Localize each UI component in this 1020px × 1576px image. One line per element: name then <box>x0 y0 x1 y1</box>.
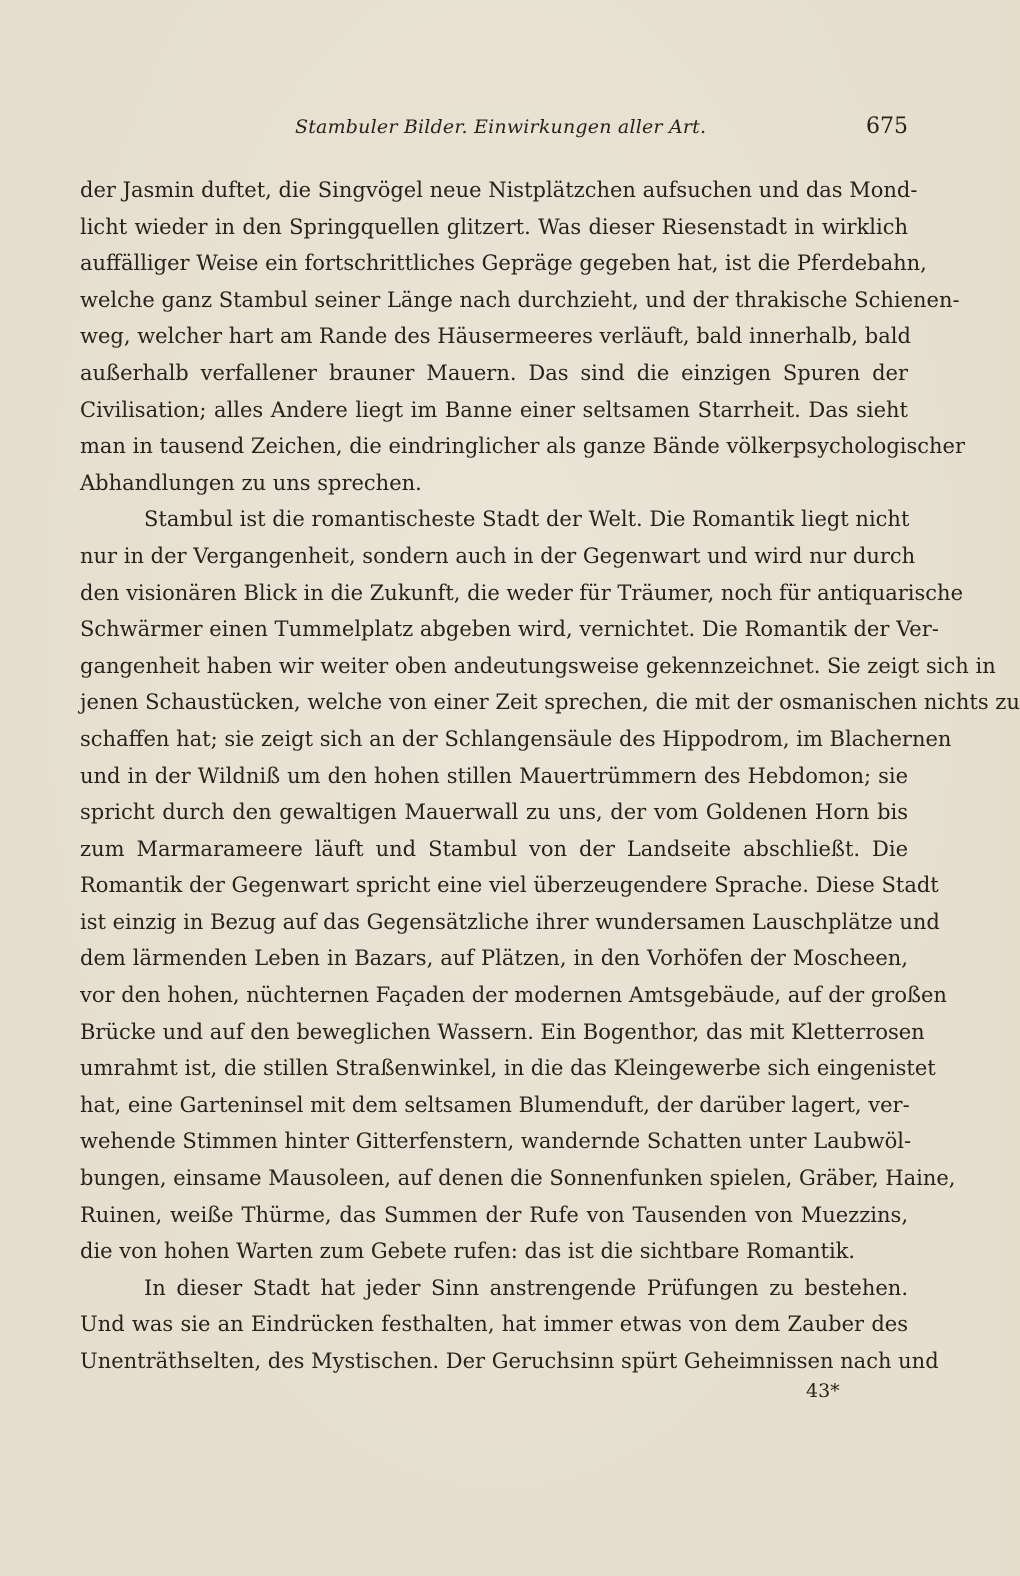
text-line: Unenträthselten, des Mystischen. Der Geruchsinn spürt Geheimnissen nach und <box>80 1349 939 1373</box>
text-line: bungen, einsame Mausoleen, auf denen die Sonnenfunken spielen, Gräber, Haine, <box>80 1166 956 1191</box>
text-line: ist einzig in Bezug auf das Gegensätzliche ihrer wundersamen Lauschplätze und <box>80 909 940 934</box>
text-line: jenen Schaustücken, welche von einer Zeit sprechen, die mit der osmanischen nichts zu <box>80 690 1020 715</box>
text-line: umrahmt ist, die stillen Straßenwinkel, in die das Kleingewerbe sich eingenistet <box>80 1056 936 1081</box>
text-line: auffälliger Weise ein fortschrittliches Gepräge gegeben hat, ist die Pferdebahn, <box>80 251 927 276</box>
signature-mark: 43* <box>806 1380 840 1402</box>
text-line: man in tausend Zeichen, die eindringlicher als ganze Bände völkerpsychologischer <box>80 434 966 459</box>
text-line: wehende Stimmen hinter Gitterfenstern, wandernde Schatten unter Laubwöl- <box>80 1129 912 1154</box>
text-line: hat, eine Garteninsel mit dem seltsamen Blumenduft, der darüber lagert, ver- <box>80 1092 910 1117</box>
text-line: den visionären Blick in die Zukunft, die weder für Träumer, noch für antiquarische <box>80 580 964 605</box>
text-line: Romantik der Gegenwart spricht eine viel überzeugendere Sprache. Diese Stadt <box>80 873 939 898</box>
text-line: die von hohen Warten zum Gebete rufen: das ist die sichtbare Romantik. <box>80 1239 856 1264</box>
text-line: nur in der Vergangenheit, sondern auch in der Gegenwart und wird nur durch <box>80 543 916 568</box>
text-line: zum Marmarameere läuft und Stambul von der Landseite abschließt. Die <box>80 836 908 861</box>
text-line: außerhalb verfallener brauner Mauern. Das sind die einzigen Spuren der <box>80 360 908 385</box>
text-line: Ruinen, weiße Thürme, das Summen der Rufe von Tausenden von Muezzins, <box>80 1202 908 1227</box>
running-head: Stambuler Bilder. Einwirkungen aller Art. <box>295 116 707 138</box>
text-line: welche ganz Stambul seiner Länge nach durchzieht, und der thrakische Schienen- <box>80 287 960 312</box>
text-line: und in der Wildniß um den hohen stillen Mauertrümmern des Hebdomon; sie <box>80 763 908 788</box>
text-line: Civilisation; alles Andere liegt im Banne einer seltsamen Starrheit. Das sieht <box>80 397 908 422</box>
text-line: der Jasmin duftet, die Singvögel neue Nistplätzchen aufsuchen und das Mond- <box>80 178 918 202</box>
text-line: dem lärmenden Leben in Bazars, auf Plätzen, in den Vorhöfen der Moscheen, <box>80 946 908 971</box>
text-line: Brücke und auf den beweglichen Wassern. Ein Bogenthor, das mit Kletterrosen <box>80 1019 925 1044</box>
text-line: schaffen hat; sie zeigt sich an der Schlangensäule des Hippodrom, im Blachernen <box>80 726 952 751</box>
text-line: gangenheit haben wir weiter oben andeutungsweise gekennzeichnet. Sie zeigt sich in <box>80 653 996 678</box>
text-line: Abhandlungen zu uns sprechen. <box>80 470 422 495</box>
text-line: Schwärmer einen Tummelplatz abgeben wird, vernichtet. Die Romantik der Ver- <box>80 617 939 642</box>
text-line: spricht durch den gewaltigen Mauerwall zu uns, der vom Goldenen Horn bis <box>80 800 908 825</box>
text-line: Stambul ist die romantischeste Stadt der Welt. Die Romantik liegt nicht <box>144 507 910 532</box>
body-text <box>80 172 1020 1380</box>
text-line: weg, welcher hart am Rande des Häusermeeres verläuft, bald innerhalb, bald <box>80 324 911 349</box>
text-line: vor den hohen, nüchternen Façaden der modernen Amtsgebäude, auf der großen <box>80 983 947 1008</box>
page-header <box>80 112 908 148</box>
text-line: Und was sie an Eindrücken festhalten, hat immer etwas von dem Zauber des <box>80 1312 908 1337</box>
text-line: In dieser Stadt hat jeder Sinn anstrengende Prüfungen zu bestehen. <box>144 1275 908 1300</box>
page-number: 675 <box>866 114 908 139</box>
text-line: licht wieder in den Springquellen glitzert. Was dieser Riesenstadt in wirklich <box>80 214 908 239</box>
